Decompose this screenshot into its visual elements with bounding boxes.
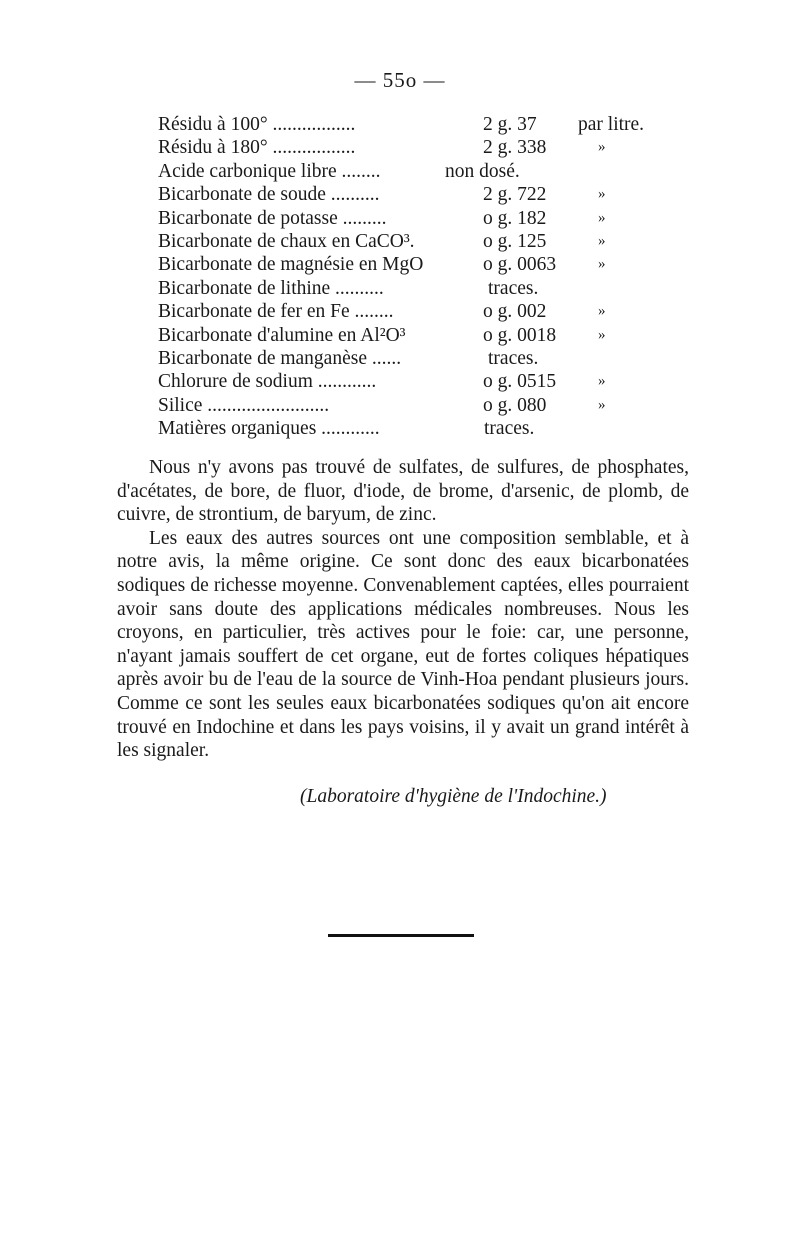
substance-amount: o g. 080 (483, 394, 547, 416)
analysis-row (158, 113, 668, 136)
substance-amount: o g. 0063 (483, 254, 557, 276)
substance-amount: traces. (488, 277, 539, 299)
substance-label: Bicarbonate de magnésie en MgO (158, 254, 424, 276)
page-number: — 55o — (354, 68, 446, 92)
substance-amount: o g. 125 (483, 230, 547, 252)
substance-amount: o g. 182 (483, 207, 547, 229)
ditto-mark: » (598, 326, 606, 343)
substance-label: Chlorure de sodium ............ (158, 371, 377, 393)
ditto-mark: » (598, 209, 606, 226)
paragraph: Nous n'y avons pas trouvé de sulfates, de sulfures, de phosphates, d'acétates, de bore, de fluor, d'iode, de brome, d'arsenic, de plomb, de cuivre, de strontium, de baryum, de zinc. (117, 457, 689, 526)
analysis-row (158, 324, 668, 347)
analysis-row (158, 160, 668, 183)
substance-label: Bicarbonate de chaux en CaCO³. (158, 230, 415, 252)
substance-amount: traces. (488, 347, 539, 369)
substance-amount: o g. 0018 (483, 324, 557, 346)
analysis-row (158, 277, 668, 300)
paragraph: Les eaux des autres sources ont une composition semblable, et à notre avis, la même origine. Ce sont donc des eaux bicarbonatées sodiques de richesse moyenne. Convenablement captées, elles pourraient avoir sans doute des applications médicales nombreuses. Nous les croyons, en particulier, très actives pour le foie: car, une personne, n'ayant jamais souffert de cet organe, eut de fortes coliques hépatiques après avoir bu de l'eau de la source de Vinh-Hoa pendant plusieurs jours. Comme ce sont les seules eaux bicarbonatées sodiques qu'on ait encore trouvé en Indochine et dans les pays voisins, il y avait un grand intérêt à les signaler. (117, 527, 689, 762)
analysis-row (158, 183, 668, 206)
substance-amount: 2 g. 37 (483, 114, 537, 135)
analysis-row (158, 417, 668, 440)
substance-label: Bicarbonate de soude .......... (158, 184, 380, 206)
substance-label: Acide carbonique libre ........ (158, 160, 381, 182)
substance-amount: o g. 0515 (483, 371, 557, 393)
analysis-table (158, 113, 668, 440)
substance-amount: o g. 002 (483, 301, 547, 323)
ditto-mark: » (598, 232, 606, 249)
substance-label: Résidu à 100° ................. (158, 114, 356, 135)
substance-amount: 2 g. 338 (483, 137, 547, 159)
analysis-row (158, 207, 668, 230)
substance-label: Bicarbonate de manganèse ...... (158, 347, 402, 369)
ditto-mark: » (598, 186, 606, 203)
ditto-mark: » (598, 396, 606, 413)
substance-label: Silice ......................... (158, 394, 330, 416)
substance-label: Matières organiques ............ (158, 418, 380, 440)
substance-amount: 2 g. 722 (483, 184, 547, 206)
analysis-row (158, 230, 668, 253)
substance-label: Bicarbonate de potasse ......... (158, 207, 387, 229)
source-attribution: (Laboratoire d'hygiène de l'Indochine.) (300, 786, 607, 807)
substance-label: Bicarbonate de fer en Fe ........ (158, 301, 394, 323)
analysis-row (158, 253, 668, 276)
substance-amount: non dosé. (445, 160, 520, 182)
substance-amount: traces. (484, 418, 535, 440)
substance-label: Bicarbonate d'alumine en Al²O³ (158, 324, 406, 346)
analysis-row (158, 300, 668, 323)
analysis-row (158, 136, 668, 159)
substance-label: Bicarbonate de lithine .......... (158, 277, 384, 299)
ditto-mark: » (598, 373, 606, 390)
end-rule (328, 934, 474, 937)
body-text (117, 456, 689, 763)
analysis-row (158, 370, 668, 393)
substance-unit: par litre. (578, 114, 645, 135)
analysis-row (158, 347, 668, 370)
ditto-mark: » (598, 139, 606, 156)
ditto-mark: » (598, 256, 606, 273)
substance-label: Résidu à 180° ................. (158, 137, 356, 159)
ditto-mark: » (598, 303, 606, 320)
analysis-row (158, 394, 668, 417)
